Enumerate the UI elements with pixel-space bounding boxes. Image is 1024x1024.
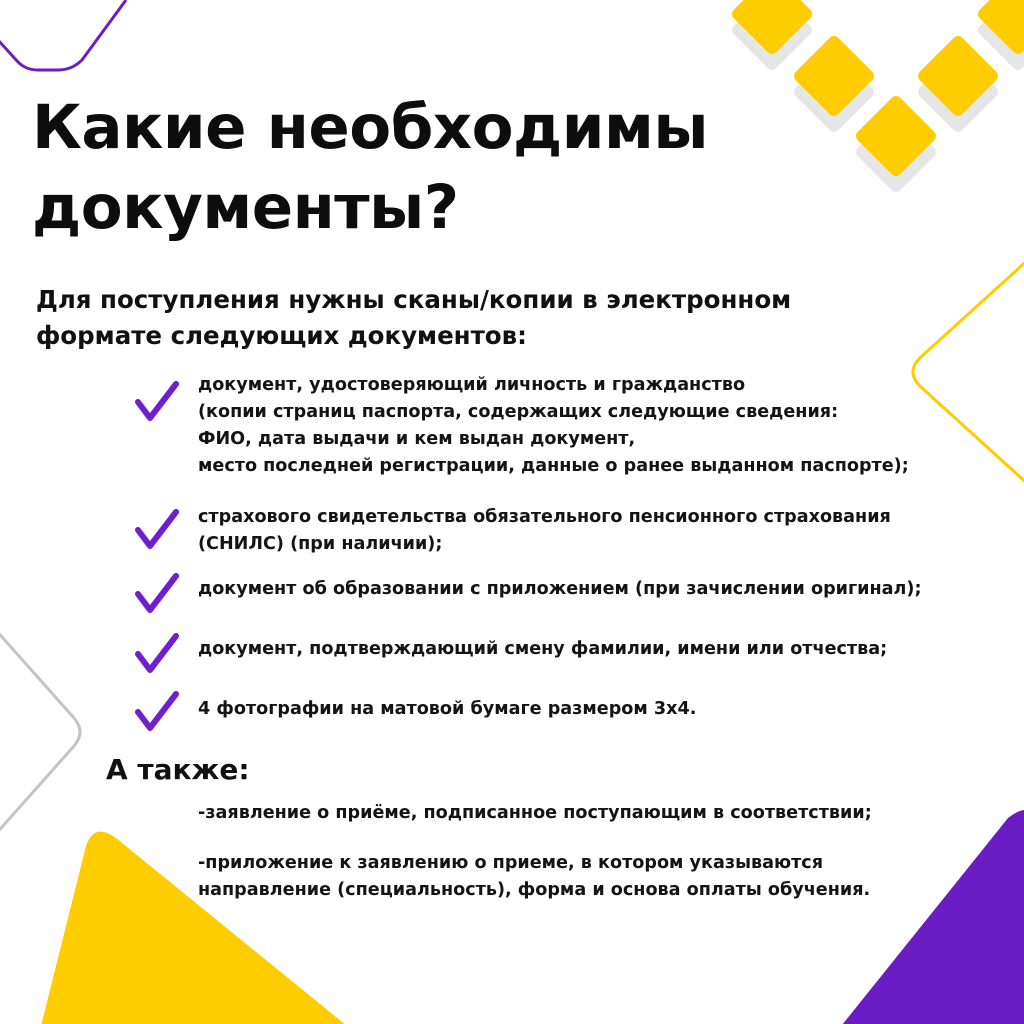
checkmark-icon: [132, 506, 184, 554]
purple-triangle-shape: [838, 810, 1024, 1024]
item-line: документ, подтверждающий смену фамилии, имени или отчества;: [198, 639, 888, 659]
item-line: документ об образовании с приложением (при зачислении оригинал);: [198, 579, 922, 599]
also-item-line: направление (специальность), форма и основа оплаты обучения.: [198, 880, 871, 900]
yellow-outline-corner: [913, 258, 1024, 486]
intro-line: Для поступления нужны сканы/копии в электронном: [36, 285, 792, 314]
checklist-item-text: [198, 696, 696, 723]
checkmark-icon: [132, 378, 184, 426]
item-line: 4 фотографии на матовой бумаге размером 3х4.: [198, 699, 697, 719]
item-line: страхового свидетельства обязательного пенсионного страхования: [198, 507, 891, 527]
intro-line: формате следующих документов:: [36, 321, 527, 350]
gray-outline-corner: [0, 628, 80, 836]
checklist-item-text: [198, 372, 909, 480]
also-heading: А также:: [106, 753, 250, 786]
item-line: место последней регистрации, данные о ранее выданном паспорте);: [198, 456, 909, 476]
checklist-item-text: [198, 576, 922, 603]
checkmark-icon: [132, 570, 184, 618]
title-line: Какие необходимы: [32, 92, 709, 163]
item-line: (копии страниц паспорта, содержащих следующие сведения:: [198, 402, 839, 422]
checkmark-icon: [132, 688, 184, 736]
also-item-line: -приложение к заявлению о приеме, в котором указываются: [198, 853, 824, 873]
intro-text: [36, 282, 896, 354]
item-line: ФИО, дата выдачи и кем выдан документ,: [198, 429, 636, 449]
item-line: (СНИЛС) (при наличии);: [198, 534, 443, 554]
page-title: [32, 88, 732, 248]
also-item-line: -заявление о приёме, подписанное поступающим в соответствии;: [198, 803, 872, 823]
also-item: [198, 850, 870, 904]
item-line: документ, удостоверяющий личность и гражданство: [198, 375, 746, 395]
checklist-item-text: [198, 636, 887, 663]
title-line: документы?: [32, 172, 459, 243]
purple-outline-corner: [0, 0, 126, 70]
checklist-item-text: [198, 504, 891, 558]
also-item: [198, 800, 872, 827]
checkmark-icon: [132, 630, 184, 678]
